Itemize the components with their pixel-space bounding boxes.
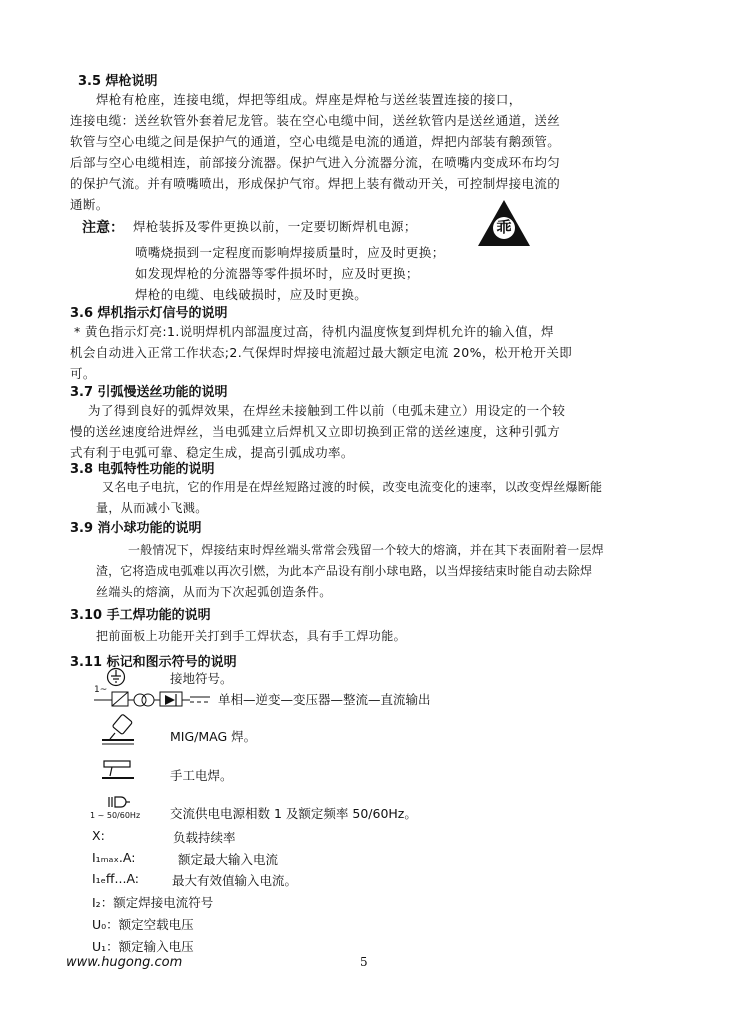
ac-caption: 1 ~ 50/60Hz	[90, 811, 141, 820]
warning-glyph: 乖	[496, 218, 512, 236]
section-3-10-title: 3.10 手工焊功能的说明	[70, 608, 211, 623]
section-3-8-title: 3.8 电弧特性功能的说明	[70, 462, 215, 477]
s310-line: 把前面板上功能开关打到手工焊状态，具有手工焊功能。	[96, 629, 407, 643]
s37-line-3: 式有利于电弧可靠、稳定生成，提高引弧成功率。	[70, 445, 354, 460]
s35-line-1: 焊枪有枪座，连接电缆，焊把等组成。焊座是焊枪与送丝装置连接的接口，	[96, 92, 522, 107]
ground-desc: 接地符号。	[170, 671, 233, 686]
s37-line-1: 为了得到良好的弧焊效果，在焊丝未接触到工件以前（电弧未建立）用设定的一个较	[88, 403, 566, 418]
s38-line-1: 又名电子电抗，它的作用是在焊丝短路过渡的时候，改变电流变化的速率，以改变焊丝爆断能	[102, 480, 603, 494]
i2-line: I₂：额定焊接电流符号	[92, 895, 214, 910]
manual-electrode-icon	[98, 758, 138, 784]
note-item-3: 焊枪的电缆、电线破损时，应及时更换。	[135, 287, 368, 302]
mig-torch-icon	[98, 713, 138, 747]
u0-line: U₀：额定空载电压	[92, 917, 194, 932]
u1-line: U₁：额定输入电压	[92, 939, 194, 954]
footer-url: www.hugong.com	[66, 955, 183, 970]
s36-line-2: 机会自动进入正常工作状态;2.气保焊时焊接电流超过最大额定电流 20%，松开枪开关即	[70, 345, 573, 360]
i1max-label: I₁ₘₐₓ.A:	[92, 850, 136, 865]
ground-symbol-icon	[106, 667, 126, 687]
section-3-9-title: 3.9 消小球功能的说明	[70, 521, 202, 536]
note-item-1: 喷嘴烧损到一定程度而影响焊接质量时，应及时更换；	[135, 245, 445, 260]
ac-desc: 交流供电电源相数 1 及额定频率 50/60Hz。	[170, 806, 417, 821]
mig-desc: MIG/MAG 焊。	[170, 729, 257, 744]
s38-line-2: 量，从而减小飞溅。	[96, 501, 208, 515]
x-label: X:	[92, 828, 105, 843]
warning-triangle-icon	[476, 198, 532, 248]
s36-line-1: * 黄色指示灯亮:1.说明焊机内部温度过高，待机内温度恢复到焊机允许的输入值，焊	[74, 324, 554, 339]
section-3-7-title: 3.7 引弧慢送丝功能的说明	[70, 385, 228, 400]
ac-plug-icon	[107, 795, 131, 809]
i1eff-label: I₁ₑff...A:	[92, 871, 139, 886]
s35-line-5: 的保护气流。并有喷嘴喷出，形成保护气帘。焊把上装有微动开关，可控制焊接电流的	[70, 176, 561, 191]
note-item-2: 如发现焊枪的分流器等零件损坏时，应及时更换；	[135, 266, 419, 281]
page-number: 5	[360, 955, 368, 969]
s35-line-2: 连接电缆：送丝软管外套着尼龙管。装在空心电缆中间，送丝软管内是送丝通道，送丝	[70, 113, 561, 128]
x-desc: 负载持续率	[173, 830, 236, 845]
s36-line-3: 可。	[70, 366, 96, 381]
s39-line-2: 渣，它将造成电弧难以再次引燃，为此本产品设有削小球电路，以当焊接结束时能自动去除焊	[96, 564, 593, 578]
s35-line-3: 软管与空心电缆之间是保护气的通道，空心电缆是电流的通道，焊把内部装有鹅颈管。	[70, 134, 561, 149]
section-3-5-title: 3.5 焊枪说明	[78, 74, 158, 89]
manual-desc: 手工电焊。	[170, 768, 233, 783]
i1eff-desc: 最大有效值输入电流。	[172, 873, 298, 888]
inverter-chain-desc: 单相—逆变—变压器—整流—直流输出	[218, 692, 431, 707]
section-3-11-title: 3.11 标记和图示符号的说明	[70, 655, 237, 670]
i1max-desc: 额定最大输入电流	[178, 852, 279, 867]
note-text: 焊枪装拆及零件更换以前，一定要切断焊机电源；	[133, 219, 417, 234]
note-label: 注意：	[82, 220, 124, 236]
s35-line-6: 通断。	[70, 197, 109, 212]
s37-line-2: 慢的送丝速度给进焊丝，当电弧建立后焊机又立即切换到正常的送丝速度，这种引弧方	[70, 424, 561, 439]
inverter-chain-icon	[94, 685, 212, 710]
chain-prefix: 1~	[94, 685, 108, 695]
s39-line-1: 一般情况下，焊接结束时焊丝端头常常会残留一个较大的熔滴，并在其下表面附着一层焊	[128, 543, 604, 557]
s39-line-3: 丝端头的熔滴，从而为下次起弧创造条件。	[96, 585, 332, 599]
section-3-6-title: 3.6 焊机指示灯信号的说明	[70, 306, 228, 321]
s35-line-4: 后部与空心电缆相连，前部接分流器。保护气进入分流器分流，在喷嘴内变成环布均匀	[70, 155, 561, 170]
